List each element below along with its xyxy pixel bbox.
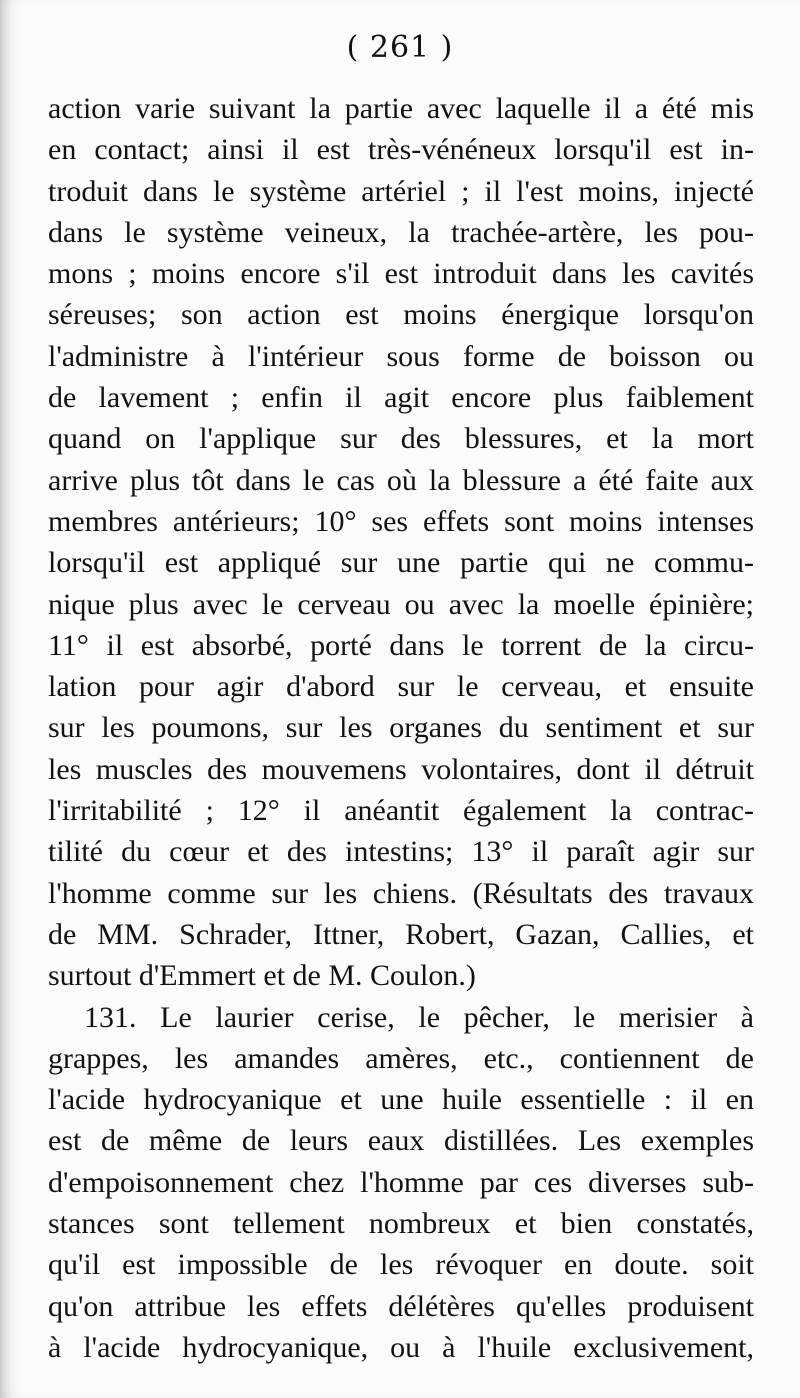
- text-line: quand on l'applique sur des blessures, et la mort: [48, 422, 754, 456]
- text-line: les muscles des mouvemens volontaires, dont il détruit: [48, 752, 754, 786]
- text-line: sur les poumons, sur les organes du sentiment et sur: [48, 711, 754, 745]
- text-line: est de même de leurs eaux distillées. Les exemples: [48, 1124, 754, 1158]
- text-line: l'irritabilité ; 12° il anéantit également la contrac-: [48, 794, 754, 828]
- text-line: mons ; moins encore s'il est introduit dans les cavités: [48, 257, 754, 291]
- text-line: stances sont tellement nombreux et bien constatés,: [48, 1207, 754, 1241]
- text-line: d'empoisonnement chez l'homme par ces diverses sub-: [48, 1165, 754, 1199]
- text-line: troduit dans le système artériel ; il l'est moins, injecté: [48, 174, 754, 208]
- body-text: [48, 88, 754, 1368]
- text-line: arrive plus tôt dans le cas où la blessure a été faite aux: [48, 463, 754, 497]
- text-line: l'homme comme sur les chiens. (Résultats des travaux: [48, 876, 754, 910]
- text-line: 131. Le laurier cerise, le pêcher, le merisier à: [84, 1000, 754, 1034]
- text-line: en contact; ainsi il est très-vénéneux lorsqu'il est in-: [48, 133, 754, 167]
- text-line: l'administre à l'intérieur sous forme de boisson ou: [48, 339, 754, 373]
- text-line: à l'acide hydrocyanique, ou à l'huile exclusivement,: [48, 1330, 754, 1364]
- text-line: action varie suivant la partie avec laquelle il a été mis: [48, 92, 754, 125]
- text-line: nique plus avec le cerveau ou avec la moelle épinière;: [48, 587, 754, 621]
- text-line: qu'on attribue les effets délétères qu'elles produisent: [48, 1289, 754, 1323]
- text-line: qu'il est impossible de les révoquer en doute. soit: [48, 1248, 754, 1282]
- text-line: grappes, les amandes amères, etc., contiennent de: [48, 1041, 754, 1075]
- text-line: surtout d'Emmert et de M. Coulon.): [48, 959, 476, 993]
- text-line: tilité du cœur et des intestins; 13° il paraît agir sur: [48, 835, 754, 869]
- text-line: de MM. Schrader, Ittner, Robert, Gazan, Callies, et: [48, 917, 754, 951]
- text-line: membres antérieurs; 10° ses effets sont moins intenses: [48, 504, 754, 538]
- text-line: l'acide hydrocyanique et une huile essentielle : il en: [48, 1083, 754, 1117]
- text-line: lorsqu'il est appliqué sur une partie qui ne commu-: [48, 546, 754, 580]
- text-line: lation pour agir d'abord sur le cerveau, et ensuite: [48, 670, 754, 704]
- text-line: 11° il est absorbé, porté dans le torrent de la circu-: [48, 628, 754, 662]
- text-line: séreuses; son action est moins énergique lorsqu'on: [48, 298, 754, 332]
- text-line: dans le système veineux, la trachée-artère, les pou-: [48, 215, 754, 249]
- page-number: ( 261 ): [346, 30, 454, 65]
- text-line: de lavement ; enfin il agit encore plus faiblement: [48, 381, 754, 415]
